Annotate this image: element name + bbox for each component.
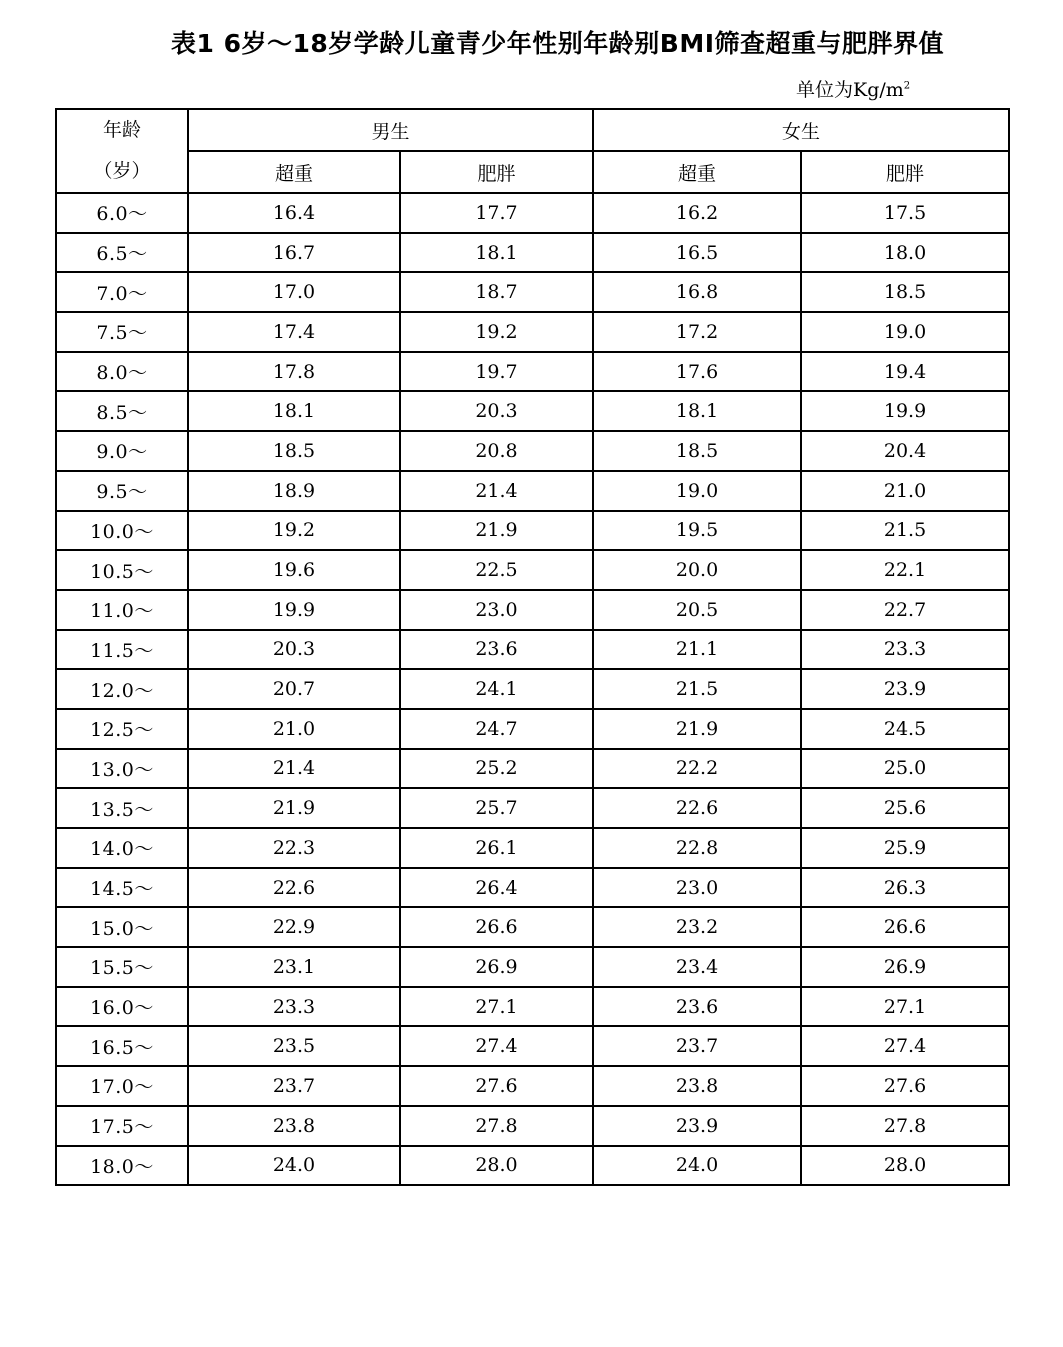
age-cell: 8.5～	[56, 391, 188, 431]
male-obese-cell: 19.7	[400, 352, 593, 392]
table-row	[56, 1026, 1009, 1066]
male-overweight-cell: 17.4	[188, 312, 400, 352]
table-row	[56, 630, 1009, 670]
unit-note	[796, 75, 910, 102]
table-row	[56, 312, 1009, 352]
female-overweight-cell: 20.0	[593, 550, 801, 590]
table-row	[56, 471, 1009, 511]
male-obese-cell: 18.7	[400, 272, 593, 312]
male-overweight-cell: 17.0	[188, 272, 400, 312]
male-overweight-cell: 22.6	[188, 868, 400, 908]
female-obese-cell: 28.0	[801, 1146, 1009, 1186]
female-group-header: 女生	[593, 109, 1009, 151]
female-overweight-cell: 22.2	[593, 749, 801, 789]
bmi-cutoff-table	[55, 108, 1010, 1186]
male-overweight-cell: 22.9	[188, 907, 400, 947]
female-overweight-cell: 17.6	[593, 352, 801, 392]
female-overweight-cell: 18.5	[593, 431, 801, 471]
age-cell: 16.0～	[56, 987, 188, 1027]
male-overweight-cell: 23.5	[188, 1026, 400, 1066]
table-row	[56, 669, 1009, 709]
age-cell: 12.5～	[56, 709, 188, 749]
female-obese-cell: 19.4	[801, 352, 1009, 392]
female-obese-cell: 24.5	[801, 709, 1009, 749]
male-obese-cell: 22.5	[400, 550, 593, 590]
female-obese-cell: 18.0	[801, 233, 1009, 273]
age-cell: 12.0～	[56, 669, 188, 709]
female-obese-cell: 21.0	[801, 471, 1009, 511]
male-obese-cell: 18.1	[400, 233, 593, 273]
female-obese-cell: 26.9	[801, 947, 1009, 987]
male-overweight-cell: 16.4	[188, 193, 400, 233]
age-cell: 15.0～	[56, 907, 188, 947]
table-row	[56, 590, 1009, 630]
female-overweight-cell: 22.8	[593, 828, 801, 868]
female-overweight-cell: 22.6	[593, 788, 801, 828]
female-overweight-cell: 16.8	[593, 272, 801, 312]
table-row	[56, 233, 1009, 273]
female-overweight-cell: 16.2	[593, 193, 801, 233]
male-obese-cell: 19.2	[400, 312, 593, 352]
age-cell: 14.5～	[56, 868, 188, 908]
female-overweight-cell: 23.0	[593, 868, 801, 908]
age-cell: 18.0～	[56, 1146, 188, 1186]
male-overweight-header: 超重	[188, 151, 400, 193]
document-title: 表1 6岁～18岁学龄儿童青少年性别年龄别BMI筛查超重与肥胖界值	[170, 29, 945, 58]
male-overweight-cell: 19.6	[188, 550, 400, 590]
table-row	[56, 550, 1009, 590]
male-overweight-cell: 20.3	[188, 630, 400, 670]
table-row	[56, 709, 1009, 749]
female-obese-header: 肥胖	[801, 151, 1009, 193]
table-row	[56, 1106, 1009, 1146]
female-obese-cell: 19.0	[801, 312, 1009, 352]
female-overweight-cell: 23.2	[593, 907, 801, 947]
female-overweight-cell: 23.9	[593, 1106, 801, 1146]
male-obese-cell: 21.4	[400, 471, 593, 511]
female-obese-cell: 27.8	[801, 1106, 1009, 1146]
male-overweight-cell: 18.1	[188, 391, 400, 431]
table-row	[56, 788, 1009, 828]
female-overweight-cell: 20.5	[593, 590, 801, 630]
male-overweight-cell: 24.0	[188, 1146, 400, 1186]
female-obese-cell: 26.3	[801, 868, 1009, 908]
age-header-unit: （岁）	[93, 160, 151, 182]
female-obese-cell: 22.7	[801, 590, 1009, 630]
male-obese-cell: 27.8	[400, 1106, 593, 1146]
age-cell: 17.5～	[56, 1106, 188, 1146]
unit-label: 单位为Kg/m	[796, 79, 904, 101]
male-overweight-cell: 16.7	[188, 233, 400, 273]
table-row	[56, 391, 1009, 431]
female-overweight-cell: 21.5	[593, 669, 801, 709]
unit-superscript: 2	[903, 80, 911, 92]
female-obese-cell: 22.1	[801, 550, 1009, 590]
male-overweight-cell: 17.8	[188, 352, 400, 392]
female-overweight-cell: 16.5	[593, 233, 801, 273]
age-cell: 13.5～	[56, 788, 188, 828]
female-overweight-cell: 19.0	[593, 471, 801, 511]
male-group-header: 男生	[188, 109, 593, 151]
header-row-gender	[56, 109, 1009, 151]
female-overweight-cell: 17.2	[593, 312, 801, 352]
table-body	[56, 193, 1009, 1185]
male-overweight-cell: 23.7	[188, 1066, 400, 1106]
age-cell: 15.5～	[56, 947, 188, 987]
male-overweight-cell: 18.5	[188, 431, 400, 471]
male-overweight-cell: 19.2	[188, 511, 400, 551]
female-obese-cell: 25.6	[801, 788, 1009, 828]
table-row	[56, 431, 1009, 471]
age-cell: 9.0～	[56, 431, 188, 471]
male-obese-cell: 27.6	[400, 1066, 593, 1106]
table-row	[56, 193, 1009, 233]
female-overweight-cell: 19.5	[593, 511, 801, 551]
male-obese-cell: 25.2	[400, 749, 593, 789]
female-overweight-cell: 23.6	[593, 987, 801, 1027]
age-cell: 16.5～	[56, 1026, 188, 1066]
age-cell: 8.0～	[56, 352, 188, 392]
table-row	[56, 352, 1009, 392]
female-obese-cell: 23.9	[801, 669, 1009, 709]
female-overweight-header: 超重	[593, 151, 801, 193]
female-obese-cell: 21.5	[801, 511, 1009, 551]
table-row	[56, 947, 1009, 987]
male-obese-cell: 20.8	[400, 431, 593, 471]
male-overweight-cell: 23.1	[188, 947, 400, 987]
age-cell: 17.0～	[56, 1066, 188, 1106]
female-overweight-cell: 21.9	[593, 709, 801, 749]
table-row	[56, 907, 1009, 947]
male-overweight-cell: 23.3	[188, 987, 400, 1027]
female-obese-cell: 23.3	[801, 630, 1009, 670]
female-obese-cell: 19.9	[801, 391, 1009, 431]
age-cell: 6.0～	[56, 193, 188, 233]
female-overweight-cell: 23.7	[593, 1026, 801, 1066]
male-obese-cell: 27.1	[400, 987, 593, 1027]
female-obese-cell: 27.4	[801, 1026, 1009, 1066]
male-obese-cell: 24.7	[400, 709, 593, 749]
male-obese-cell: 26.6	[400, 907, 593, 947]
male-overweight-cell: 18.9	[188, 471, 400, 511]
age-cell: 6.5～	[56, 233, 188, 273]
male-overweight-cell: 19.9	[188, 590, 400, 630]
male-obese-cell: 26.4	[400, 868, 593, 908]
age-cell: 10.5～	[56, 550, 188, 590]
male-obese-cell: 24.1	[400, 669, 593, 709]
table-row	[56, 272, 1009, 312]
female-obese-cell: 25.9	[801, 828, 1009, 868]
table-row	[56, 1146, 1009, 1186]
male-obese-header: 肥胖	[400, 151, 593, 193]
male-overweight-cell: 20.7	[188, 669, 400, 709]
table-header	[56, 109, 1009, 193]
male-obese-cell: 26.1	[400, 828, 593, 868]
age-cell: 14.0～	[56, 828, 188, 868]
table-row	[56, 828, 1009, 868]
male-overweight-cell: 21.0	[188, 709, 400, 749]
female-overweight-cell: 23.8	[593, 1066, 801, 1106]
table-row	[56, 749, 1009, 789]
age-cell: 7.5～	[56, 312, 188, 352]
female-obese-cell: 26.6	[801, 907, 1009, 947]
male-overweight-cell: 22.3	[188, 828, 400, 868]
age-cell: 13.0～	[56, 749, 188, 789]
female-obese-cell: 27.6	[801, 1066, 1009, 1106]
table-row	[56, 868, 1009, 908]
female-obese-cell: 18.5	[801, 272, 1009, 312]
female-obese-cell: 25.0	[801, 749, 1009, 789]
male-overweight-cell: 23.8	[188, 1106, 400, 1146]
male-obese-cell: 20.3	[400, 391, 593, 431]
age-cell: 11.5～	[56, 630, 188, 670]
age-cell: 9.5～	[56, 471, 188, 511]
table-row	[56, 987, 1009, 1027]
male-obese-cell: 25.7	[400, 788, 593, 828]
male-obese-cell: 26.9	[400, 947, 593, 987]
age-cell: 7.0～	[56, 272, 188, 312]
male-obese-cell: 23.6	[400, 630, 593, 670]
female-overweight-cell: 18.1	[593, 391, 801, 431]
female-obese-cell: 27.1	[801, 987, 1009, 1027]
female-overweight-cell: 23.4	[593, 947, 801, 987]
age-cell: 10.0～	[56, 511, 188, 551]
age-header-label: 年龄	[102, 119, 141, 141]
male-overweight-cell: 21.9	[188, 788, 400, 828]
male-overweight-cell: 21.4	[188, 749, 400, 789]
age-column-header	[56, 109, 188, 193]
female-overweight-cell: 24.0	[593, 1146, 801, 1186]
male-obese-cell: 27.4	[400, 1026, 593, 1066]
age-cell: 11.0～	[56, 590, 188, 630]
male-obese-cell: 17.7	[400, 193, 593, 233]
table-row	[56, 1066, 1009, 1106]
female-overweight-cell: 21.1	[593, 630, 801, 670]
male-obese-cell: 21.9	[400, 511, 593, 551]
male-obese-cell: 28.0	[400, 1146, 593, 1186]
male-obese-cell: 23.0	[400, 590, 593, 630]
table-row	[56, 511, 1009, 551]
header-row-category	[56, 151, 1009, 193]
female-obese-cell: 17.5	[801, 193, 1009, 233]
female-obese-cell: 20.4	[801, 431, 1009, 471]
